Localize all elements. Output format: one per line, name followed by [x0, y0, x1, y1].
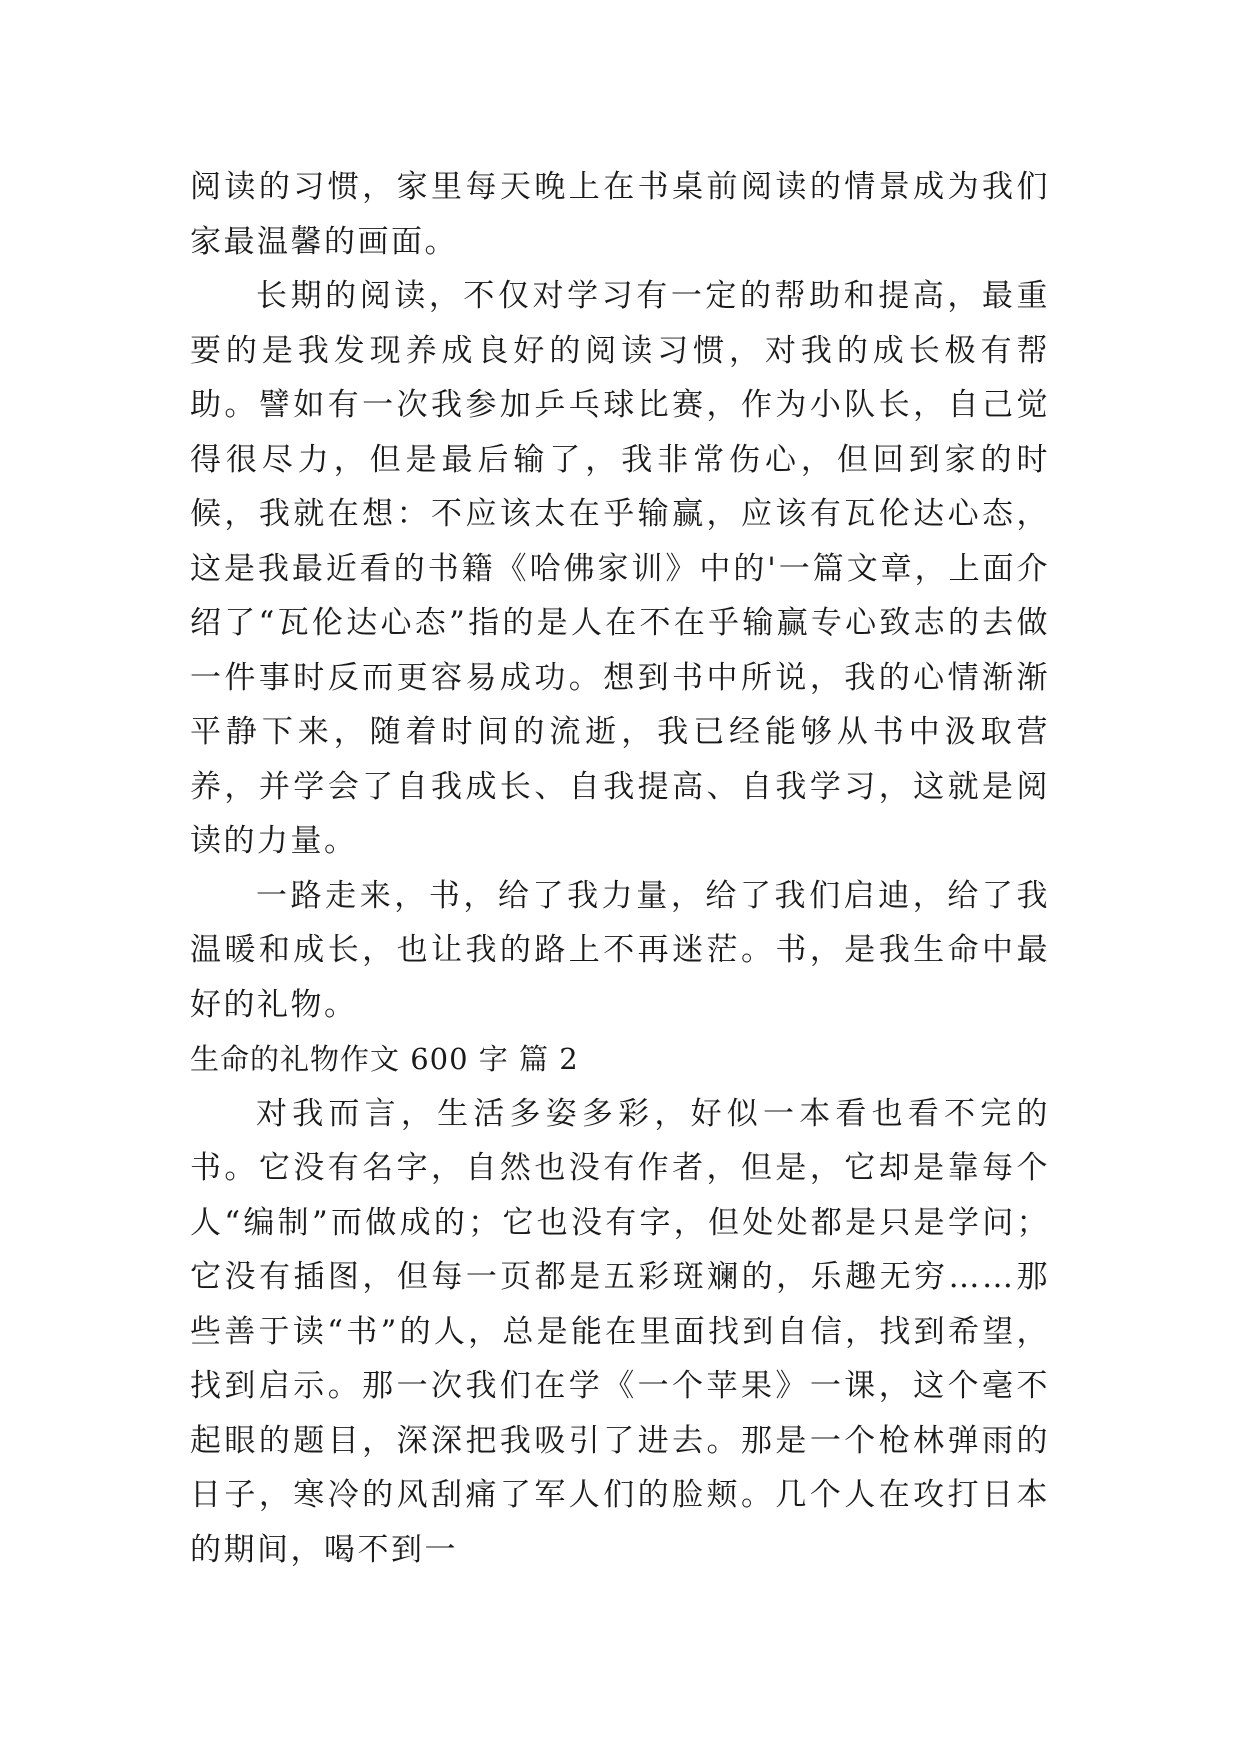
document-body — [190, 160, 1050, 1577]
paragraph-1: 阅读的习惯，家里每天晚上在书桌前阅读的情景成为我们家最温馨的画面。 — [190, 169, 1050, 260]
paragraph-2: 长期的阅读，不仅对学习有一定的帮助和提高，最重要的是我发现养成良好的阅读习惯，对我的成长极有帮助。譬如有一次我参加乒乓球比赛，作为小队长，自己觉得很尽力，但是最后输了，我非常伤心，但回到家的时候，我就在想：不应该太在乎输赢，应该有瓦伦达心态，这是我最近看的书籍《哈佛家训》中的'一篇文章，上面介绍了“瓦伦达心态”指的是人在不在乎输赢专心致志的去做一件事时反而更容易成功。想到书中所说，我的心情渐渐平静下来，随着时间的流逝，我已经能够从书中汲取营养，并学会了自我成长、自我提高、自我学习，这就是阅读的力量。 — [190, 278, 1050, 859]
paragraph-4: 对我而言，生活多姿多彩，好似一本看也看不完的书。它没有名字，自然也没有作者，但是，它却是靠每个人“编制”而做成的；它也没有字，但处处都是只是学问；它没有插图，但每一页都是五彩斑斓的，乐趣无穷……那些善于读“书”的人，总是能在里面找到自信，找到希望，找到启示。那一次我们在学《一个苹果》一课，这个毫不起眼的题目，深深把我吸引了进去。那是一个枪林弹雨的日子，寒冷的风刮痛了军人们的脸颊。几个人在攻打日本的期间，喝不到一 — [190, 1095, 1050, 1568]
section-heading: 生命的礼物作文 600 字 篇 2 — [190, 1042, 579, 1076]
paragraph-3: 一路走来，书，给了我力量，给了我们启迪，给了我温暖和成长，也让我的路上不再迷茫。书，是我生命中最好的礼物。 — [190, 877, 1050, 1023]
